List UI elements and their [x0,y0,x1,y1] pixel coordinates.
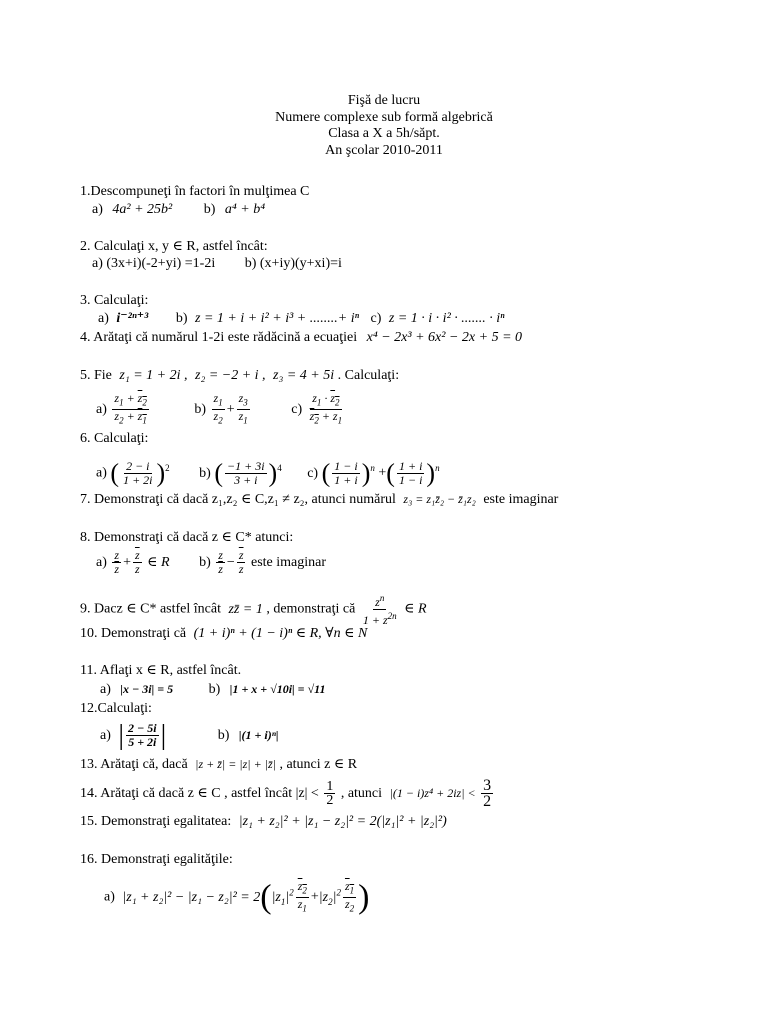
worksheet-header [0,93,768,159]
q11-b-expr: |1 + x + √10i| = √11 [229,682,326,696]
q8-b-frac2: $\frac{\overline{z}}{z}$ [238,548,244,577]
q8-a-frac1: $\frac{z}{z}$ [114,548,120,577]
q12-a-fraction: $\frac{2 - 5i}{5 + 2i}$ [128,721,157,750]
q2-b: b) (x+iy)(y+xi)=i [244,256,342,271]
q4-text: 4. Arătaţi că numărul 1-2i este rădăcină a ecuaţiei [80,330,358,345]
q8-b-label: b) [199,555,211,570]
q8-text: 8. Demonstraţi că dacă z ∈ C* atunci: [80,530,294,545]
q1-a-expr: 4a² + 25b² [112,202,173,217]
q5-b-frac1: $\frac{z_1}{z_2}$ [213,391,223,426]
q8-b-frac1: $\frac{z}{z}$ [218,548,223,577]
q5-z1: z₁ = 1 + 2i , [119,368,188,383]
q6-c-frac2: $\frac{1 + i}{1 - i}$ [398,458,423,487]
q3-parts [98,311,505,327]
q5-text-start: 5. Fie [80,368,112,383]
q9-start: 9. Dacz ∈ C* astfel încât [80,601,221,617]
q14-line [80,776,495,811]
q6-c-label: c) [307,465,319,481]
q15-expr: |z₁ + z₂|² + |z₁ − z₂|² = 2(|z₁|² + |z₂|²) [238,814,447,829]
q2-text: 2. Calculaţi x, y ∈ R, astfel încât: [80,239,268,254]
q8-a-end: ∈ R [147,555,170,570]
q5-parts: a) $\frac{z_1 + z_2}{z_2 + z_1}$ b) $\frac{z_1}{z_2}$ + $\frac{z_3}{z_1}$ c) $\frac{z_1 \cdot z_2}{z_2 + z_1}$ [96,391,343,426]
q14-three-halves: $\frac{3}{2}$ [483,777,492,811]
q6-b-label: b) [199,465,211,481]
q6-parts: a) ( $\frac{2 - i}{1 + 2i}$ )$^2$ b) ( $\frac{-1 + 3i}{3 + i}$ )$^4$ c) ( $\frac{1 - i}{1 + i}$ )$^n$ +( $\frac{1 + i}{1 - i}$ )$^n$ [96,458,440,488]
q15-text: 15. Demonstraţi egalitatea: [80,814,232,829]
q13-line [80,756,357,773]
q7-expr: z₃ = z₁z̄₂ − z̄₁z₂ [403,492,476,506]
q12-parts: a) | $\frac{2 - 5i}{5 + 2i}$ | b) |(1 + i)ⁿ| [100,719,279,751]
worksheet-title: Fişă de lucru [347,93,421,108]
q6-text: 6. Calculaţi: [80,431,149,446]
q3-c-expr: z = 1 · i · i² · ....... · iⁿ [388,311,505,326]
q14-mid: , atunci [340,786,383,801]
q9-cond: zz̄ = 1 [228,601,263,617]
q3-c-label: c) [370,311,382,326]
q16-a-label: a) [104,889,115,905]
q3-b-expr: z = 1 + i + i² + i³ + ........+ iⁿ [195,311,359,326]
q16-frac2: $\frac{z_1}{z_2}$ [344,878,355,914]
q1-parts [92,202,265,218]
q13-end: , atunci z ∈ R [279,757,358,772]
q16-frac1: $\frac{z_2}{z_1}$ [297,878,307,914]
q5-line [80,368,399,384]
q11-parts [100,681,325,698]
q8-a-label: a) [96,555,107,570]
q1-b-label: b) [203,202,216,217]
q1-a-label: a) [92,202,103,217]
worksheet-subtitle: Numere complexe sub formă algebrică [275,109,493,125]
q11-text: 11. Aflaţi x ∈ R, astfel încât. [80,663,242,678]
q5-b-label: b) [194,402,207,418]
q12-text: 12.Calculaţi: [80,701,152,716]
q11-a-label: a) [100,682,111,697]
q13-expr: |z + z̄| = |z| + |z̄| [195,757,276,771]
q9-line [80,592,427,627]
q4-expr: x⁴ − 2x³ + 6x² − 2x + 5 = 0 [366,330,523,345]
q4-line [80,330,522,346]
q7-line [80,491,558,508]
q6-a-label: a) [96,465,107,481]
school-year: An şcolar 2010-2011 [325,142,443,158]
q2-a: a) (3x+i)(-2+yi) =1-2i [92,256,216,271]
class-info: Clasa a X a 5h/săpt. [328,126,440,141]
q5-a-fraction: $\frac{z_1 + z_2}{z_2 + z_1}$ [114,391,147,426]
q9-fraction: $\frac{z^n}{1 + z^{2n}}$ [362,593,397,627]
q1-text: 1.Descompuneţi în factori în mulţimea C [80,184,310,199]
q16-parts: a) $|z_1 + z_2|^2 - |z_1 - z_2|^2 = 2(|z_1|^2$ $\frac{z_2}{z_1}$ $+|z_2|^2$ $\frac{z_1}{z_2}$ ) [104,878,370,916]
q8-b-end: este imaginar [250,555,327,570]
q16-text: 16. Demonstraţi egalităţile: [80,852,233,867]
q14-half: $\frac{1}{2}$ [326,779,334,809]
q14-start: 14. Arătaţi că dacă z ∈ C , astfel încât |z| < [80,786,319,801]
q6-c-frac1: $\frac{1 - i}{1 + i}$ [334,458,358,487]
q15-line [80,814,447,830]
q7-text: 7. Demonstraţi că dacă z₁,z₂ ∈ C,z₁ ≠ z₂, atunci numărul [80,492,396,507]
q12-b-expr: |(1 + i)ⁿ| [238,728,279,742]
q12-b-label: b) [217,728,230,743]
q10-expr: (1 + i)ⁿ + (1 − i)ⁿ ∈ R, ∀n ∈ N [193,626,368,641]
q14-expr: |(1 − i)z⁴ + 2iz| < [389,786,476,800]
q5-c-label: c) [291,402,303,418]
q2-parts [92,256,342,272]
q8-a-frac2: $\frac{\overline{z}}{z}$ [134,548,140,577]
q5-c-fraction: $\frac{z_1 \cdot z_2}{z_2 + z_1}$ [309,391,343,426]
q8-parts: a) $\frac{z}{z}$ + $\frac{\overline{z}}{z}$ ∈ R b) $\frac{z}{z}$ − $\frac{\overline{z}}{z}$ este imaginar [96,548,327,577]
q11-a-expr: |x − 3i| = 5 [120,682,174,696]
q5-z2: z₂ = −2 + i , [195,368,266,383]
q5-text-end: . Calculaţi: [337,368,400,383]
q10-start: 10. Demonstraţi că [80,626,187,641]
q10-line [80,626,367,642]
q6-b-fraction: $\frac{-1 + 3i}{3 + i}$ [227,458,265,487]
q5-a-label: a) [96,402,107,418]
q7-end: este imaginar [483,492,559,507]
q3-text: 3. Calculaţi: [80,293,149,308]
q3-a-expr: i⁻²ⁿ⁺³ [116,311,149,326]
q9-mid: , demonstraţi că [266,601,356,617]
q12-a-label: a) [100,728,111,743]
q11-b-label: b) [208,682,221,697]
q13-start: 13. Arătaţi că, dacă [80,757,188,772]
q5-b-frac2: $\frac{z_3}{z_1}$ [238,391,248,426]
q16-expr-left: |z₁ + z₂|² − |z₁ − z₂|² = 2 [122,889,261,905]
q3-b-label: b) [175,311,188,326]
q6-a-fraction: $\frac{2 - i}{1 + 2i}$ [123,458,153,487]
q5-z3: z₃ = 4 + 5i [273,368,335,383]
q3-a-label: a) [98,311,109,326]
q9-end: ∈ R [404,601,427,617]
q1-b-expr: a⁴ + b⁴ [224,202,266,217]
